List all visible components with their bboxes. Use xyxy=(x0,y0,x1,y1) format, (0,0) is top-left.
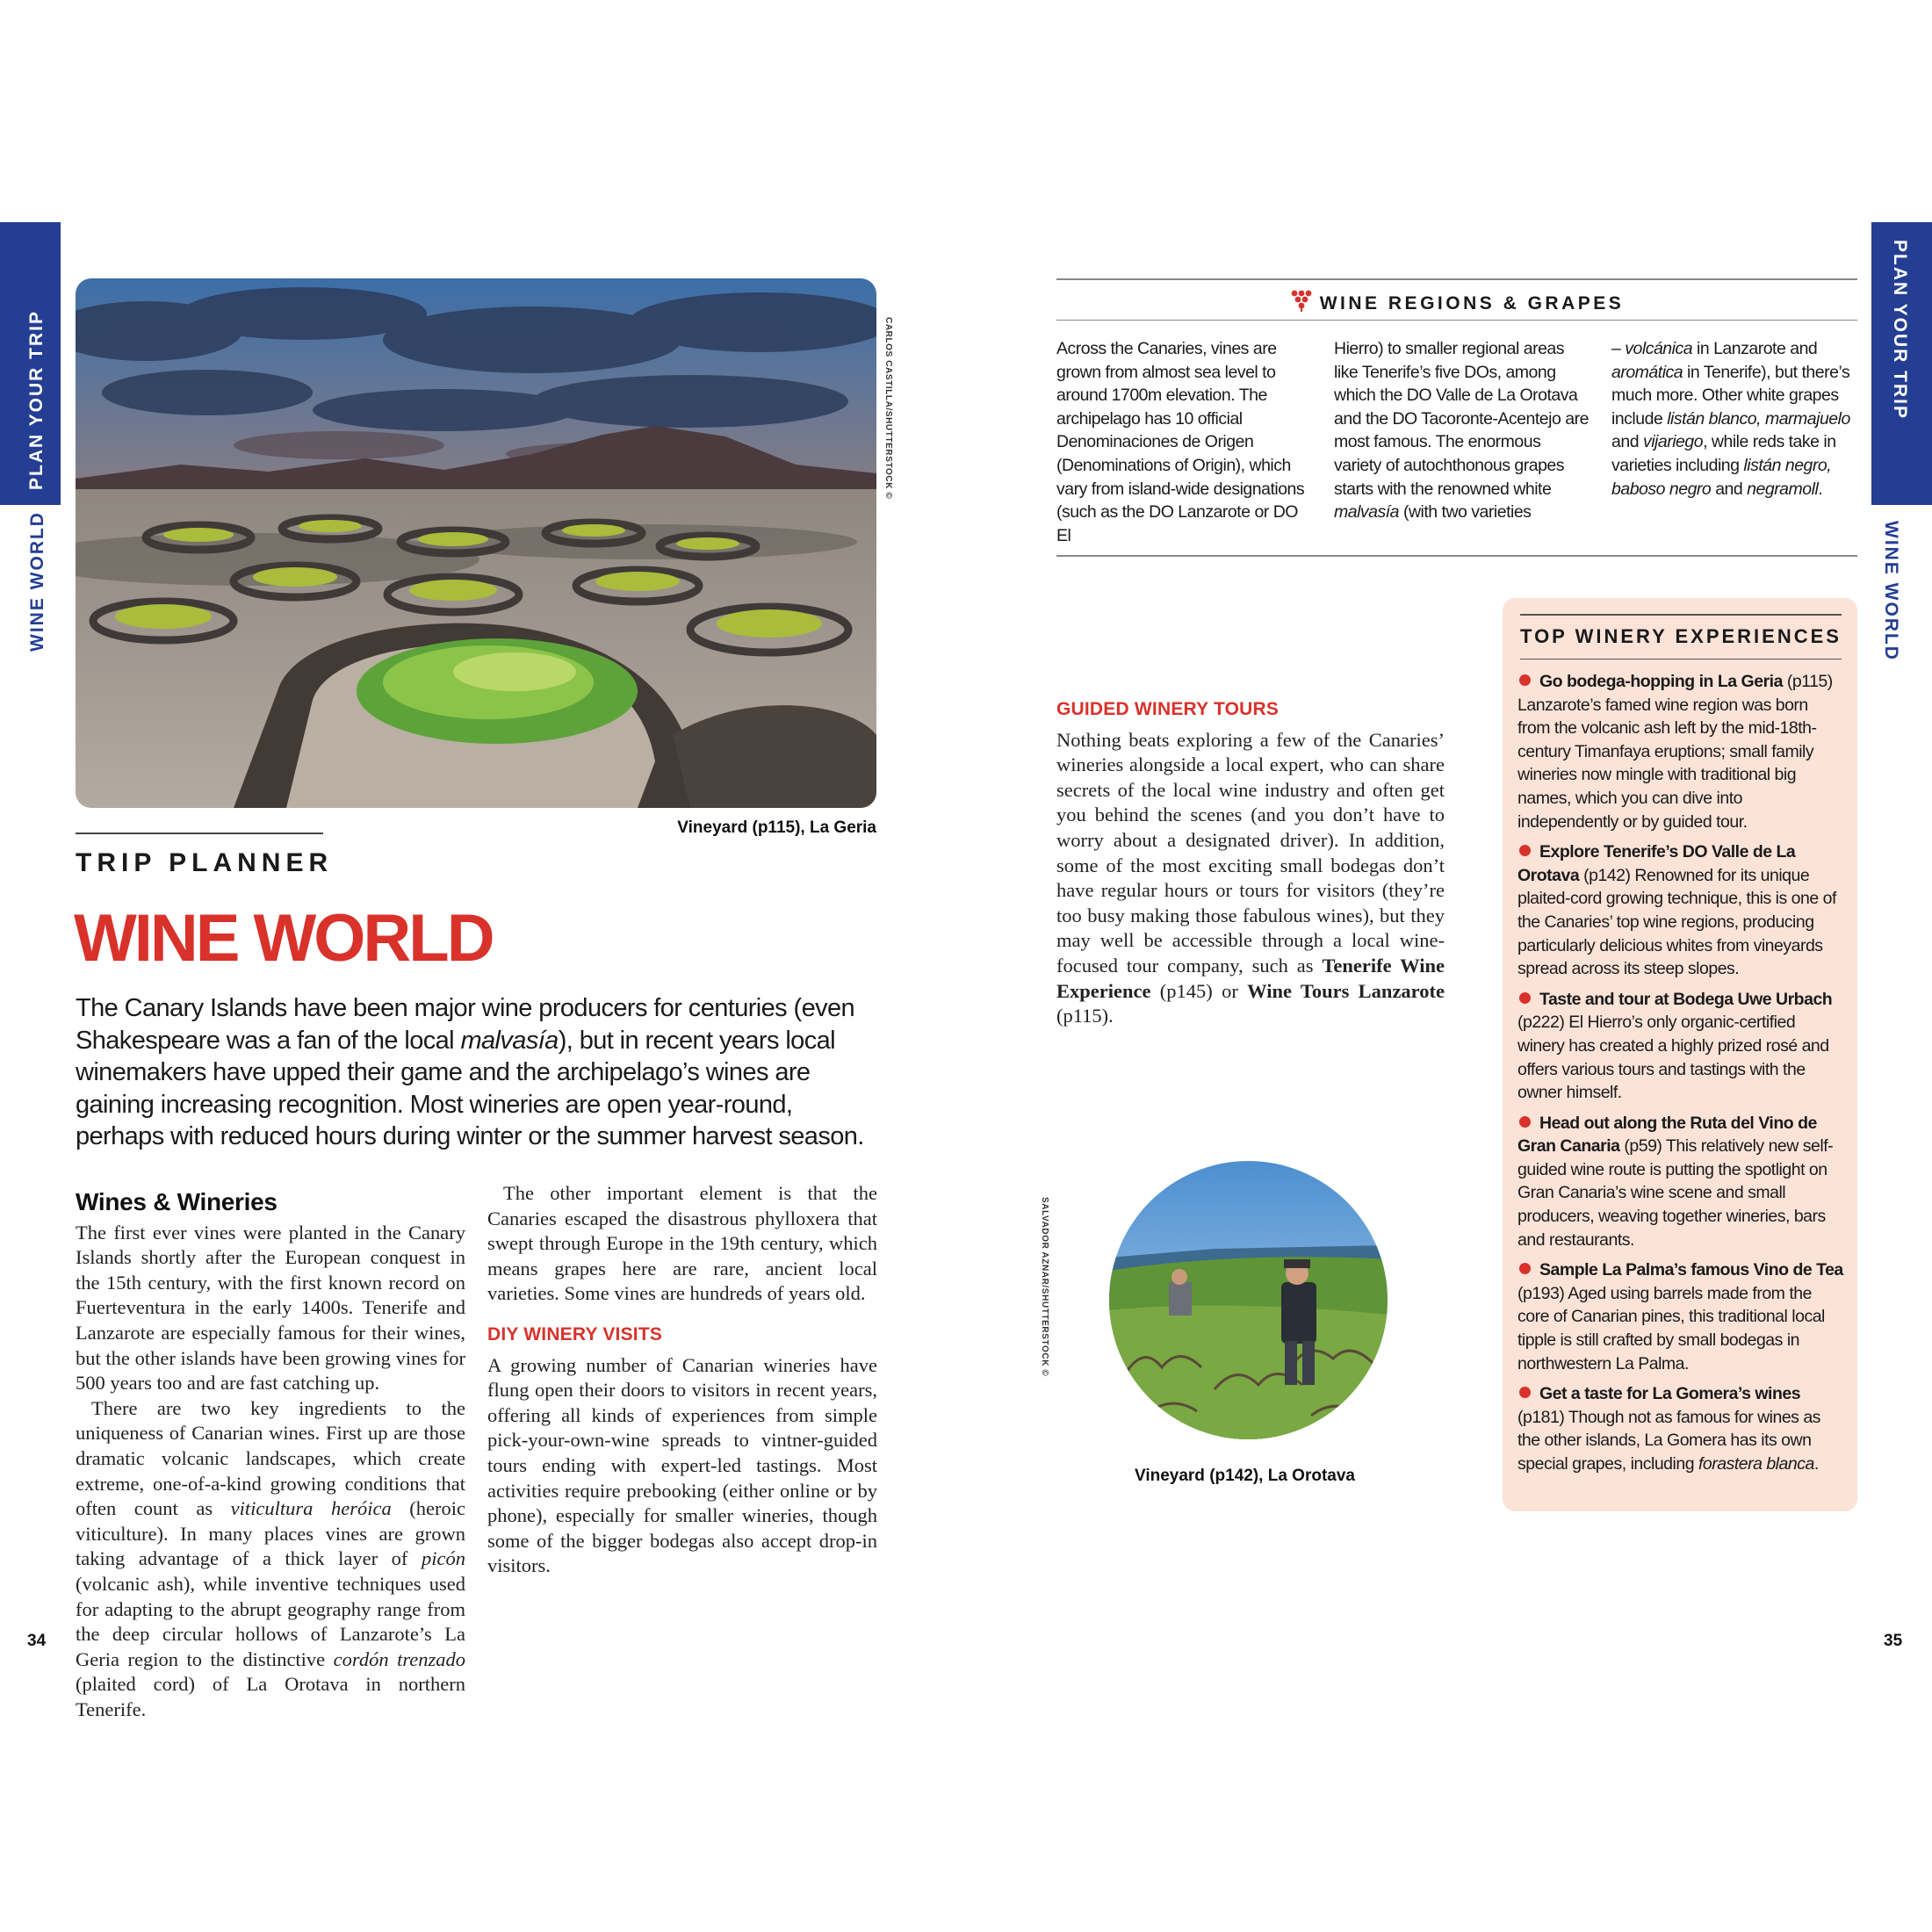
regions-box-title-rule xyxy=(1056,320,1857,321)
left-tab-chapter-label: WINE WORLD xyxy=(27,511,47,652)
bullet-icon xyxy=(1519,1387,1531,1398)
intro-paragraph: The Canary Islands have been major wine producers for centuries (even Shakespeare was a fan of the local malvasía), but in recent years local winemakers have upped their game and the archipelago’s wines are gaining increasing recognition. Most wineries are open year-round, perhaps with reduced hours during winter or the summer harvest season. xyxy=(76,994,864,1150)
top-box-title-rule xyxy=(1520,659,1842,660)
right-tab-section-label: PLAN YOUR TRIP xyxy=(1890,240,1910,420)
kicker-rule xyxy=(76,833,323,834)
diy-subheading: DIY WINERY VISITS xyxy=(487,1323,663,1344)
bullet-icon xyxy=(1519,674,1531,686)
top-box-top-rule xyxy=(1520,614,1842,616)
list-item: Get a taste for La Gomera’s wines (p181) Though not as famous for wines as the other islands, La Gomera has its own special grapes, including forastera blanca. xyxy=(1517,1384,1820,1474)
bullet-icon xyxy=(1519,992,1531,1004)
top-box-title: TOP WINERY EXPERIENCES xyxy=(1520,625,1842,647)
regions-col-1: Across the Canaries, vines are grown from almost sea level to around 1700m elevation. The archipelago has 10 official Denominaciones de Origen (Denominations of Origin), which vary from island-wide designations (such as the DO Lanzarote or DO El xyxy=(1056,339,1305,545)
regions-col-2: Hierro) to smaller regional areas like Tenerife’s five DOs, among which the DO Valle de La Orotava and the DO Tacoronte-Acentejo are most famous. The enormous variety of autochthonous grapes starts with the renowned white malvasía (with two varieties xyxy=(1334,339,1589,523)
right-section-tab xyxy=(1871,222,1932,505)
la-orotava-vineyard-illustration xyxy=(1109,1161,1388,1439)
wines-paragraph-2: There are two key ingredients to the uniqueness of Canarian wines. First up are those dramatic volcanic landscapes, which create extreme, one-of-a-kind growing conditions that often count as viticultura heróica (heroic viticulture). In many places vines are grown taking advantage of a thick layer of picón (volcanic ash), while inventive techniques used for adapting to the abrupt geography range from the deep circular hollows of Lanzarote’s La Geria region to the distinctive cordón trenzado (plaited cord) of La Orotava in northern Tenerife. xyxy=(76,1396,465,1720)
grapes-icon xyxy=(1290,288,1313,313)
main-photo-credit: CARLOS CASTILLA/SHUTTERSTOCK © xyxy=(883,317,893,500)
list-item: Taste and tour at Bodega Uwe Urbach (p222) El Hierro’s only organic-certified winery has created a highly prized rosé and offers various tours and tastings with the owner himself. xyxy=(1517,989,1833,1103)
guided-subheading: GUIDED WINERY TOURS xyxy=(1056,699,1280,719)
page-number-right: 35 xyxy=(1884,1632,1903,1650)
left-tab-section-label: PLAN YOUR TRIP xyxy=(26,310,47,490)
page-title: WINE WORLD xyxy=(74,901,493,976)
left-column xyxy=(76,1190,465,1722)
list-item: Go bodega-hopping in La Geria (p115) Lanzarote’s famed wine region was born from the volcanic ash left by the mid-18th-century Timanfaya eruptions; small family wineries now mingle with traditional big names, which you can dive into independently or by guided tour. xyxy=(1517,672,1833,832)
right-column xyxy=(1056,602,1445,1029)
regions-box-title: WINE REGIONS & GRAPES xyxy=(1056,288,1857,314)
list-item: Sample La Palma’s famous Vino de Tea (p193) Aged using barrels made from the core of Canarian pines, this traditional local tipple is still crafted by small bodegas in northwestern La Palma. xyxy=(1517,1260,1843,1373)
middle-column xyxy=(487,1181,877,1579)
circle-photo-caption: Vineyard (p142), La Orotava xyxy=(1135,1467,1355,1485)
bullet-icon xyxy=(1519,845,1531,856)
wines-paragraph-3: The other important element is that the Canaries escaped the disastrous phylloxera that swept through Europe in the 19th century, which means grapes here are rare, ancient local varieties. Some vines are hundreds of years old. xyxy=(487,1182,877,1305)
la-geria-vineyard-illustration xyxy=(76,278,876,808)
kicker: TRIP PLANNER xyxy=(76,848,334,877)
left-section-tab xyxy=(0,222,61,505)
right-tab-chapter-label: WINE WORLD xyxy=(1881,521,1901,661)
regions-col-3: – volcánica in Lanzarote and aromática in Tenerife), but there’s much more. Other white grapes include listán blanco, marmajuelo and vijariego, while reds take in varieties including listán negro, baboso negro and negramoll. xyxy=(1611,339,1850,499)
bullet-icon xyxy=(1519,1263,1531,1274)
page-number-left: 34 xyxy=(27,1632,47,1650)
wines-paragraph-1: The first ever vines were planted in the Canary Islands shortly after the European conquest in the 15th century, with the first known record on Fuerteventura in the early 1400s. Tenerife and Lanzarote are especially famous for their wines, but the other islands have been growing vines for 500 years too and are fast catching up. xyxy=(76,1221,465,1395)
wines-subheading: Wines & Wineries xyxy=(76,1188,278,1215)
main-photo-caption: Vineyard (p115), La Geria xyxy=(677,818,876,837)
top-experiences-list xyxy=(1517,670,1844,1483)
list-item: Head out along the Ruta del Vino de Gran Canaria (p59) This relatively new self-guided wine route is putting the spotlight on Gran Canaria’s wine scene and small producers, weaving together wineries, bars and restaurants. xyxy=(1517,1113,1834,1250)
diy-paragraph: A growing number of Canarian wineries have flung open their doors to visitors in recent years, offering all kinds of experiences from simple pick-your-own-wine spreads to vintner-guided tours ending with expert-led tastings. Most activities require prebooking (either online or by phone), especially for smaller wineries, though some of the bigger bodegas also accept drop-in visitors. xyxy=(487,1353,877,1577)
list-item: Explore Tenerife’s DO Valle de La Orotava (p142) Renowned for its unique plaited-cord growing technique, this is one of the Canaries’ top wine regions, producing particularly delicious whites from vineyards spread across its steep slopes. xyxy=(1517,842,1836,979)
bullet-icon xyxy=(1519,1116,1531,1128)
la-geria-vineyard-photo xyxy=(76,278,876,808)
guided-paragraph: Nothing beats exploring a few of the Canaries’ wineries alongside a local expert, who can share secrets of the local wine industry and often get you behind the scenes (and you don’t have to worry about a designated driver). In addition, some of the most exciting small bodegas don’t have regular hours or tours for visitors (they’re too busy making those fabulous wines), but they may well be accessible through a local wine-focused tour company, such as Tenerife Wine Experience (p145) or Wine Tours Lanzarote (p115). xyxy=(1056,728,1445,1027)
la-orotava-vineyard-photo xyxy=(1109,1161,1388,1439)
circle-photo-credit: SALVADOR AZNAR/SHUTTERSTOCK © xyxy=(1040,1197,1049,1377)
regions-box-bottom-rule xyxy=(1056,555,1857,557)
regions-box-top-rule xyxy=(1056,278,1857,280)
